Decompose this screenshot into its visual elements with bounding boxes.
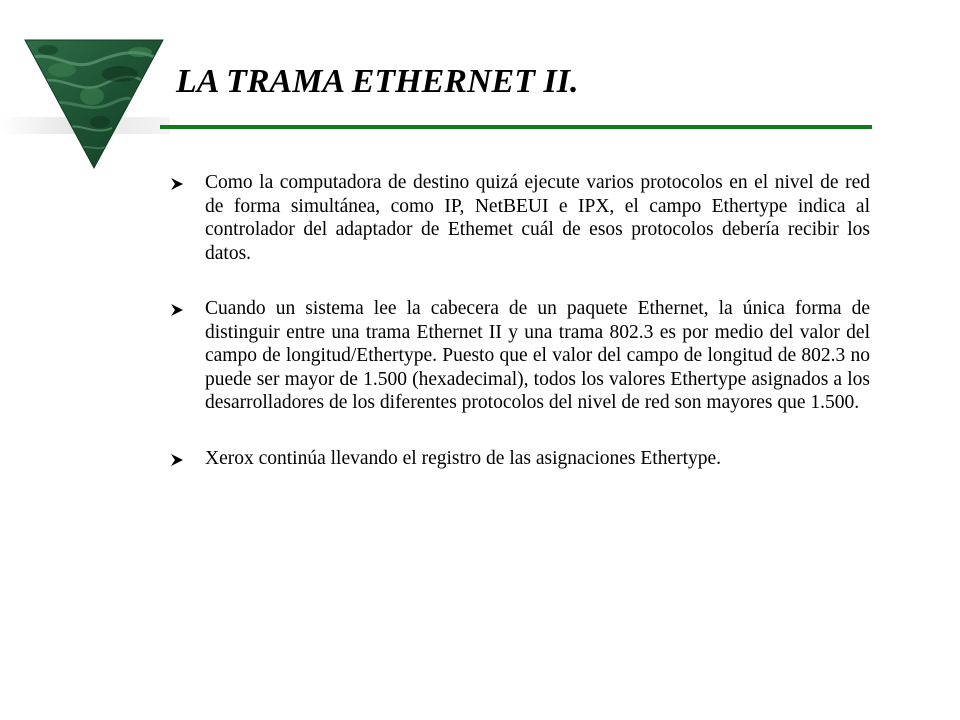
title-underline: [160, 125, 872, 129]
bullet-item: [170, 297, 870, 415]
bullet-item: [170, 447, 870, 471]
slide-title: LA TRAMA ETHERNET II.: [176, 63, 579, 100]
arrowhead-bullet-icon: [170, 453, 184, 467]
bullet-item: [170, 171, 870, 265]
bullet-list: [170, 171, 870, 502]
arrowhead-bullet-icon: [170, 303, 184, 317]
green-marble-triangle-icon: [0, 0, 170, 175]
bullet-text: Cuando un sistema lee la cabecera de un paquete Ethernet, la única forma de distinguir entre una trama Ethernet II y una trama 802.3 es por medio del valor del campo de longitud/Ethertype. Puesto que el valor del campo de longitud de 802.3 no puede ser mayor de 1.500 (hexadecimal), todos los valores Ethertype asignados a los desarrolladores de los diferentes protocolos del nivel de red son mayores que 1.500.: [205, 298, 870, 413]
arrowhead-bullet-icon: [170, 177, 184, 191]
bullet-text: Xerox continúa llevando el registro de las asignaciones Ethertype.: [205, 447, 722, 469]
bullet-text: Como la computadora de destino quizá ejecute varios protocolos en el nivel de red de forma simultánea, como IP, NetBEUI e IPX, el campo Ethertype indica al controlador del adaptador de Ethemet cuál de esos protocolos debería recibir los datos.: [205, 172, 870, 264]
